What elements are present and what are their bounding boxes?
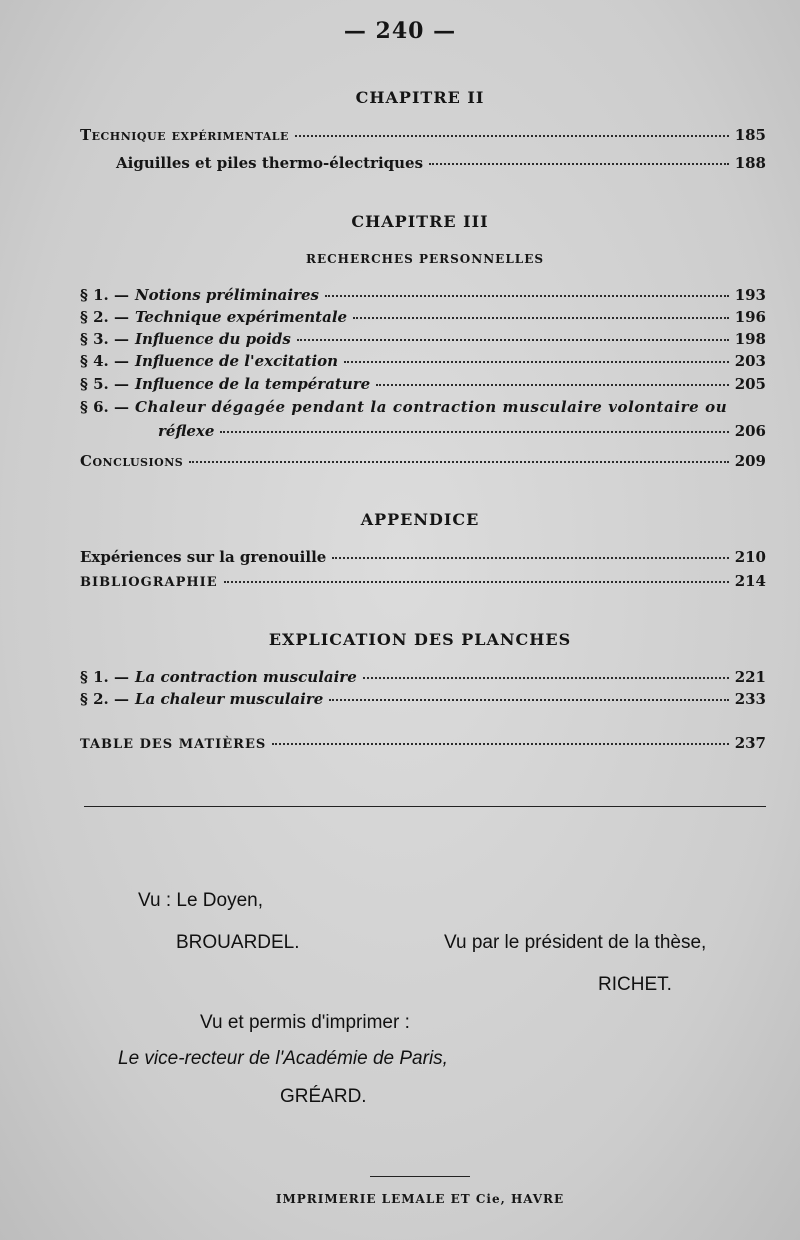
toc-entry-label: Influence du poids (134, 330, 291, 348)
toc-entry-label: Influence de la température (134, 375, 371, 393)
footer-rule (370, 1176, 470, 1177)
chapitre-3-heading: CHAPITRE III (351, 212, 489, 231)
richet-signature: RICHET. (598, 974, 672, 995)
dot-leader (220, 430, 728, 433)
toc-entry-label: réflexe (158, 422, 215, 440)
toc-entry-label: Conclusions (80, 452, 184, 470)
dot-leader (363, 676, 729, 679)
dot-leader (189, 460, 728, 463)
toc-entry-label: Technique expérimentale (134, 308, 348, 326)
dot-leader (329, 698, 728, 701)
toc-entry-bibliographie (80, 572, 766, 594)
toc-entry-page: 214 (734, 572, 766, 590)
section-number: § 2. — (80, 308, 129, 326)
toc-entry-page: 193 (734, 286, 766, 304)
section-number: § 3. — (80, 330, 129, 348)
toc-entry-planche-2 (80, 690, 766, 712)
toc-entry-page: 206 (734, 422, 766, 440)
dot-leader (295, 134, 729, 137)
toc-entry-label: Aiguilles et piles thermo-électriques (116, 154, 424, 172)
toc-entry-label: La contraction musculaire (134, 668, 357, 686)
dot-leader (353, 316, 729, 319)
section-number: § 1. — (80, 286, 129, 304)
toc-entry-planche-1 (80, 668, 766, 690)
toc-entry-label: Expériences sur la grenouille (80, 548, 327, 566)
toc-entry-label: BIBLIOGRAPHIE (80, 575, 218, 590)
toc-entry-label: Technique expérimentale (80, 126, 289, 144)
page-number: — 240 — (343, 18, 457, 44)
section-number: § 4. — (80, 352, 129, 370)
toc-entry-aiguilles (116, 154, 766, 176)
dot-leader (376, 383, 728, 386)
toc-entry-page: 198 (734, 330, 766, 348)
toc-entry-page: 209 (734, 452, 766, 470)
toc-entry-conclusions (80, 452, 766, 474)
toc-entry-label: Notions préliminaires (134, 286, 319, 304)
toc-entry-page: 188 (734, 154, 766, 172)
toc-entry-page: 203 (734, 352, 766, 370)
toc-entry-page: 205 (734, 375, 766, 393)
toc-entry-section-6-line2 (158, 422, 766, 444)
dot-leader (325, 294, 729, 297)
toc-entry-section-3 (80, 330, 766, 352)
toc-entry-label: Chaleur dégagée pendant la contraction musculaire volontaire ou (134, 398, 728, 416)
dot-leader (224, 580, 729, 583)
dot-leader (429, 162, 729, 165)
vice-recteur-text: Le vice-recteur de l'Académie de Paris, (118, 1048, 448, 1069)
vu-president-text: Vu par le président de la thèse, (444, 932, 707, 953)
chapitre-3-subheading: RECHERCHES PERSONNELLES (305, 252, 545, 266)
brouardel-signature: BROUARDEL. (176, 932, 300, 953)
toc-entry-page: 221 (734, 668, 766, 686)
toc-entry-label: La chaleur musculaire (134, 690, 324, 708)
printer-imprint: IMPRIMERIE LEMALE ET Cie, HAVRE (275, 1192, 565, 1206)
toc-entry-page: 237 (734, 734, 766, 752)
appendice-heading: APPENDICE (360, 510, 480, 529)
section-number: § 1. — (80, 668, 129, 686)
toc-entry-page: 196 (734, 308, 766, 326)
toc-entry-page: 210 (734, 548, 766, 566)
toc-entry-section-1 (80, 286, 766, 308)
dot-leader (332, 556, 728, 559)
section-number: § 5. — (80, 375, 129, 393)
chapitre-2-heading: CHAPITRE II (355, 88, 485, 107)
toc-entry-label: TABLE DES MATIÈRES (80, 737, 267, 752)
toc-entry-label: Influence de l'excitation (134, 352, 339, 370)
section-number: § 2. — (80, 690, 129, 708)
dot-leader (297, 338, 729, 341)
toc-entry-page: 233 (734, 690, 766, 708)
toc-entry-section-2 (80, 308, 766, 330)
planches-heading: EXPLICATION DES PLANCHES (268, 630, 572, 649)
vu-permis-text: Vu et permis d'imprimer : (200, 1012, 410, 1033)
horizontal-rule (84, 806, 766, 807)
toc-entry-section-6-line1 (80, 398, 766, 420)
toc-entry-section-4 (80, 352, 766, 374)
vu-doyen-text: Vu : Le Doyen, (138, 890, 263, 911)
section-number: § 6. — (80, 398, 129, 416)
toc-entry-experiences-grenouille (80, 548, 766, 570)
toc-entry-technique-experimentale (80, 126, 766, 148)
greard-signature: GRÉARD. (280, 1086, 367, 1107)
dot-leader (344, 360, 729, 363)
toc-entry-section-5 (80, 375, 766, 397)
toc-entry-table-des-matieres (80, 734, 766, 756)
toc-entry-page: 185 (734, 126, 766, 144)
dot-leader (272, 742, 728, 745)
